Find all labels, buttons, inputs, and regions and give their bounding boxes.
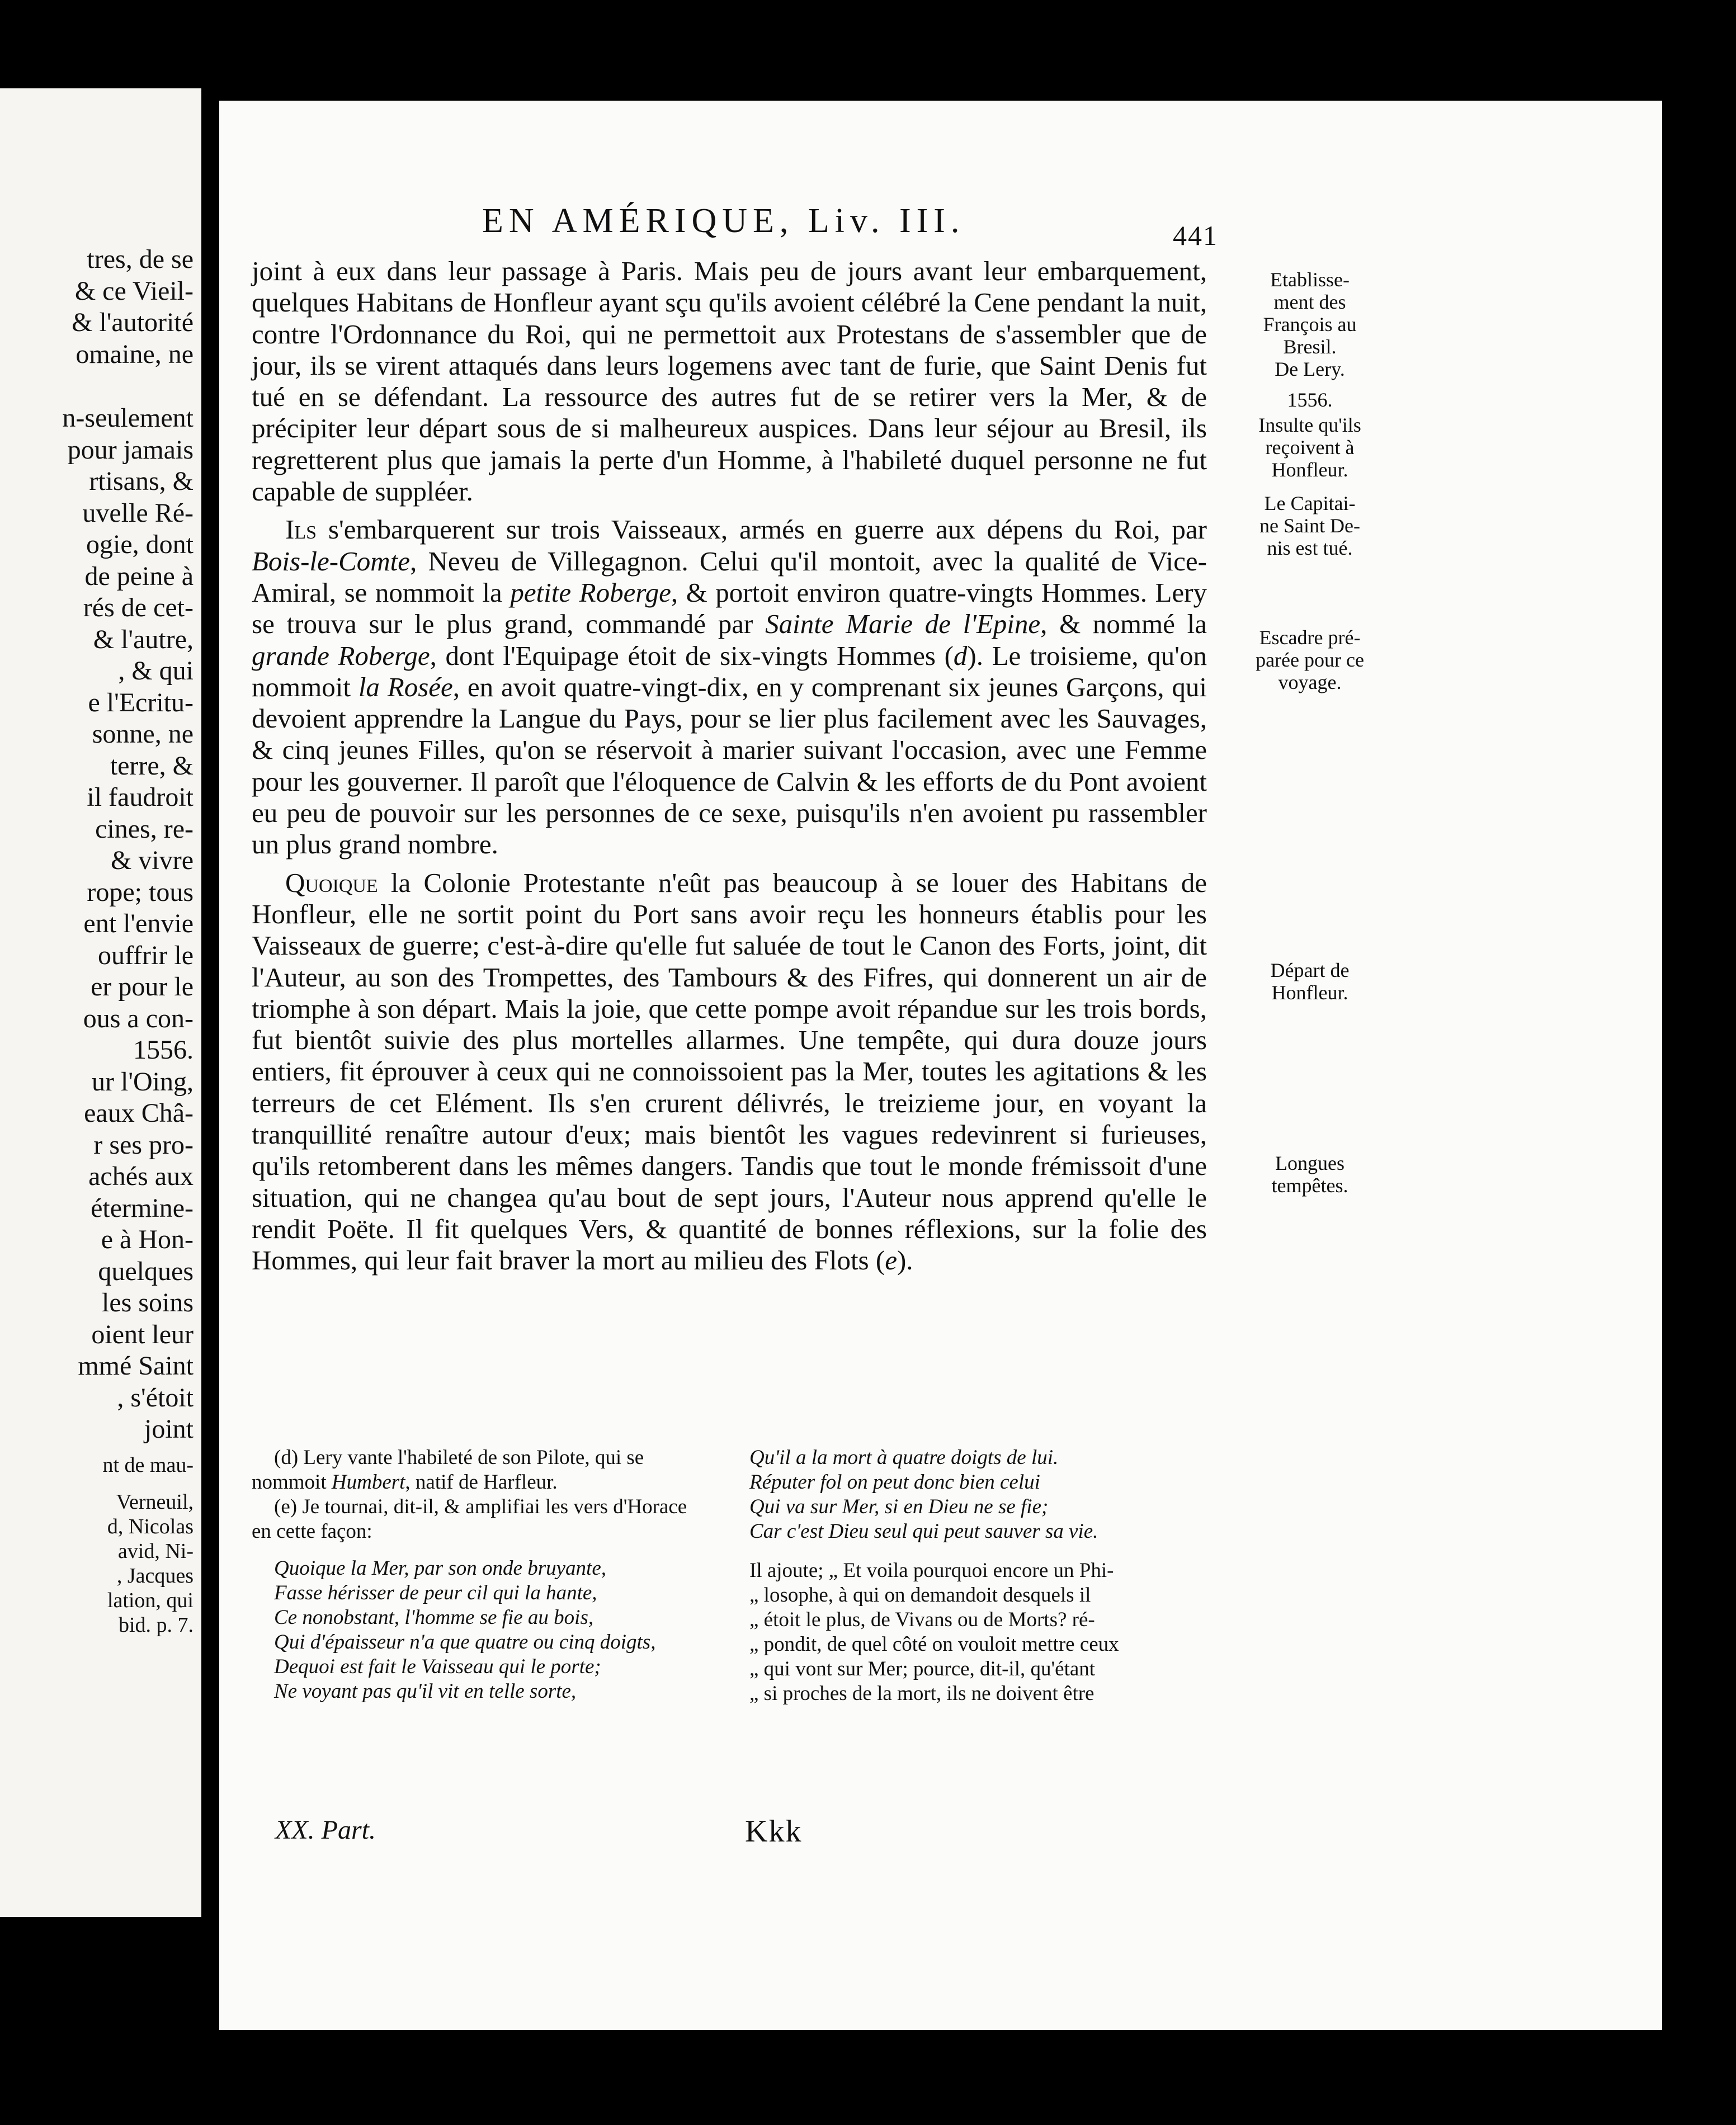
facing-page-line: les soins xyxy=(101,1288,194,1318)
facing-page-line: ouffrir le xyxy=(97,940,194,970)
facing-page-line: rés de cet- xyxy=(83,593,194,622)
verse-line: Ce nonobstant, l'homme se fie au bois, xyxy=(274,1606,594,1629)
margin-note-departure xyxy=(1226,959,1394,1004)
margin-year: 1556. xyxy=(1287,389,1333,411)
addendum-line: „ étoit le plus, de Vivans ou de Morts? ré- xyxy=(749,1608,1095,1631)
addendum-line: „ qui vont sur Mer; pource, dit-il, qu'étant xyxy=(749,1658,1096,1680)
footnote-ref-e: e xyxy=(885,1245,897,1276)
facing-page-text xyxy=(3,244,194,1446)
verse-line: Qu'il a la mort à quatre doigts de lui. xyxy=(749,1446,1059,1469)
margin-note-line: tempêtes. xyxy=(1271,1174,1348,1197)
ship-name: grande Roberge xyxy=(252,640,430,671)
margin-note-line: Honfleur. xyxy=(1271,459,1348,481)
facing-page-line: & l'autre, xyxy=(93,624,194,654)
facing-page-note-line: Verneuil, xyxy=(116,1490,194,1514)
facing-page-line: tres, de se xyxy=(87,244,194,274)
main-text xyxy=(252,256,1207,1277)
footnotes-left-column xyxy=(252,1446,710,1704)
footnote-addendum xyxy=(749,1559,1214,1706)
margin-note-line: ne Saint De- xyxy=(1259,514,1360,537)
verse-line: Réputer fol on peut donc bien celui xyxy=(749,1471,1040,1494)
paragraph-2 xyxy=(252,514,1207,860)
verse-line: Qui d'épaisseur n'a que quatre ou cinq doigts, xyxy=(274,1631,656,1654)
footnotes-right-column xyxy=(749,1446,1214,1706)
facing-page-note-line: d, Nicolas xyxy=(107,1515,194,1538)
facing-page-line: & ce Vieil- xyxy=(74,276,194,306)
addendum-line: „ si proches de la mort, ils ne doivent être xyxy=(749,1682,1095,1705)
facing-page-line: ur l'Oing, xyxy=(92,1066,194,1097)
verse-line: Quoique la Mer, par son onde bruyante, xyxy=(274,1557,606,1580)
footnote-e: (e) Je tournai, dit-il, & amplifiai les vers d'Horace en cette façon: xyxy=(252,1495,687,1543)
facing-page-line: er pour le xyxy=(91,972,194,1002)
verse-line: Qui va sur Mer, si en Dieu ne se fie; xyxy=(749,1495,1049,1518)
addendum-line: „ losophe, à qui on demandoit desquels il xyxy=(749,1584,1091,1607)
text-run: ). xyxy=(897,1245,913,1276)
facing-page-line: , & qui xyxy=(118,656,194,686)
facing-page xyxy=(0,88,201,1917)
facing-page-line: cines, re- xyxy=(95,814,194,844)
facing-page-note-line: nt de mau- xyxy=(102,1453,194,1477)
paragraph-lead: Quoique xyxy=(285,867,378,898)
text-run: , en avoit quatre-vingt-dix, en y comprenant six jeunes Garçons, qui devoient apprendre la Langue du Pays, pour se lier plus facilement avec les Sauvages, & cinq jeunes Filles, qu'on se réservoit à marier suivant l'occasion, avec une Femme pour les gouverner. Il paroît que l'éloquence de Calvin & les efforts de du Pont avoient eu peu de pouvoir sur les personnes de ce sexe, puisqu'ils n'en avoient pu rassembler un plus grand nombre. xyxy=(252,671,1207,860)
paragraph-3 xyxy=(252,867,1207,1277)
facing-page-line: 1556. xyxy=(133,1035,194,1065)
margin-note-line: Honfleur. xyxy=(1271,981,1348,1004)
footnote-d xyxy=(252,1446,710,1495)
ship-name: la Rosée xyxy=(358,671,453,702)
verse-line: Car c'est Dieu seul qui peut sauver sa vie. xyxy=(749,1520,1098,1543)
facing-page-line: oient leur xyxy=(91,1319,194,1349)
text-run: , & portoit environ quatre-vingts Hommes. Lery se trouva sur le plus grand, commandé par xyxy=(252,577,1207,640)
verse-line: Ne voyant pas qu'il vit en telle sorte, xyxy=(274,1680,577,1703)
facing-page-line: mmé Saint xyxy=(78,1351,194,1381)
running-header: EN AMÉRIQUE, Liv. III. xyxy=(482,202,965,240)
facing-page-line: achés aux xyxy=(88,1161,194,1191)
text-run: (d) Lery vante l'habileté de son Pilote, qui se nommoit xyxy=(252,1446,644,1494)
facing-page-line: omaine, ne xyxy=(76,339,194,369)
person-name: Bois-le-Comte xyxy=(252,545,411,577)
facing-page-line: quelques xyxy=(98,1256,194,1286)
ship-name: petite Roberge xyxy=(510,577,671,608)
person-name: Sainte Marie de l'Epine xyxy=(765,608,1041,640)
margin-head-line: De Lery. xyxy=(1275,358,1345,380)
margin-head-line: Bresil. xyxy=(1283,336,1337,358)
text-run: , Neveu de Villegagnon. Celui qu'il montoit, avec la qualité de Vice-Amiral, se nommoit la xyxy=(252,545,1207,608)
person-name: Humbert xyxy=(331,1471,405,1494)
margin-head-line: François au xyxy=(1263,313,1357,336)
page-number: 441 xyxy=(1173,220,1218,251)
margin-note-line: Longues xyxy=(1275,1152,1345,1174)
facing-page-note-line: bid. p. 7. xyxy=(118,1613,194,1637)
margin-head-line: ment des xyxy=(1273,291,1346,313)
facing-page-line: & l'autorité xyxy=(72,308,194,337)
margin-note-line: Insulte qu'ils xyxy=(1258,414,1361,436)
page xyxy=(219,101,1662,2030)
margin-note-line: reçoivent à xyxy=(1265,436,1355,459)
facing-page-line: de peine à xyxy=(84,561,194,591)
paragraph-lead: Ils xyxy=(285,514,317,545)
text-run: , & nommé la xyxy=(1040,608,1207,640)
addendum-line: Il ajoute; „ Et voila pourquoi encore un Phi- xyxy=(749,1559,1114,1582)
facing-page-line: ogie, dont xyxy=(86,530,194,559)
facing-page-line: étermine- xyxy=(91,1193,194,1223)
facing-page-note-line: lation, qui xyxy=(107,1589,194,1612)
facing-page-line: , s'étoit xyxy=(117,1382,194,1413)
margin-note-line: nis est tué. xyxy=(1267,537,1353,559)
text-run: , dont l'Equipage étoit de six-vingts Hommes ( xyxy=(430,640,954,671)
margin-head-line: Etablisse- xyxy=(1270,268,1350,291)
line-gap xyxy=(3,1477,194,1490)
facing-page-line: uvelle Ré- xyxy=(82,498,194,528)
margin-note-line: parée pour ce xyxy=(1256,649,1364,671)
facing-page-line: ent l'envie xyxy=(83,909,194,938)
facing-page-line: ous a con- xyxy=(83,1003,194,1033)
facing-page-line: pour jamais xyxy=(67,435,194,465)
text-run: , natif de Harfleur. xyxy=(405,1471,558,1494)
margin-note-line: Le Capitai- xyxy=(1264,492,1356,514)
facing-page-note-line: avid, Ni- xyxy=(117,1540,194,1563)
facing-page-line: joint xyxy=(144,1414,194,1444)
text-run: s'embarquerent sur trois Vaisseaux, armés en guerre aux dépens du Roi, par xyxy=(317,514,1207,545)
facing-page-line: e à Hon- xyxy=(101,1225,194,1254)
facing-page-line: eaux Châ- xyxy=(84,1098,194,1128)
margin-note-line: voyage. xyxy=(1278,671,1342,693)
facing-page-line: terre, & xyxy=(110,750,194,781)
verse-left xyxy=(252,1556,710,1704)
facing-page-line: n-seulement xyxy=(62,403,194,433)
line-gap xyxy=(3,370,194,403)
text-run: la Colonie Protestante n'eût pas beaucoup à se louer des Habitans de Honfleur, elle ne sortit point du Port sans avoir reçu les honneurs établis pour les Vaisseaux de guerre; c'est-à-dire qu'elle fut saluée de tout le Canon des Forts, joint, dit l'Auteur, au son des Trompettes, des Tambours & des Fifres, qui donnerent un air de triomphe à son départ. Mais la joie, que cette pompe avoit répandue sur les trois bords, fut bientôt suivie des plus mortelles allarmes. Une tempête, qui dura douze jours entiers, fit éprouver à ceux qui ne connoissoient pas la Mer, toutes les agitations & les terreurs de cet Elément. Ils s'en crurent délivrés, le treizieme jour, en voyant la tranquillité renaître autour d'eux; mais bientôt les vagues redevinrent si furieuses, qu'ils retomberent dans les mêmes dangers. Tandis que tout le monde frémissoit d'une situation, qui ne changea qu'au bout de sept jours, l'Auteur nous apprend qu'elle le rendit Poëte. Il fit quelques Vers, & quantité de bonnes réflexions, sur la folie des Hommes, qui leur fait braver la mort au milieu des Flots ( xyxy=(252,867,1207,1276)
facing-page-note-line: , Jacques xyxy=(116,1564,194,1588)
addendum-line: „ pondit, de quel côté on vouloit mettre ceux xyxy=(749,1633,1119,1656)
facing-page-line: e l'Ecritu- xyxy=(88,687,194,717)
margin-note-line: Départ de xyxy=(1270,959,1350,981)
verse-line: Fasse hérisser de peur cil qui la hante, xyxy=(274,1581,597,1604)
margin-note-line: Escadre pré- xyxy=(1259,626,1361,649)
footnote-ref-d: d xyxy=(953,640,968,671)
facing-page-line: rtisans, & xyxy=(89,466,194,496)
verse-right xyxy=(749,1446,1214,1544)
text-run: ). Le troisieme, qu'on nommoit xyxy=(252,640,1207,702)
margin-note-storms xyxy=(1226,1152,1394,1197)
margin-note-squadron xyxy=(1226,626,1394,693)
facing-page-line: sonne, ne xyxy=(92,719,194,749)
verse-line: Dequoi est fait le Vaisseau qui le porte; xyxy=(274,1655,601,1678)
margin-note-insult xyxy=(1226,414,1394,481)
paragraph-1: joint à eux dans leur passage à Paris. Mais peu de jours avant leur embarquement, quelques Habitans de Honfleur ayant sçu qu'ils avoient célébré la Cene pendant la nuit, contre l'Ordonnance du Roi, qui ne permettoit aux Protestans de s'assembler que de jour, ils se virent attaqués dans leurs logemens avec tant de furie, que Saint Denis fut tué en se défendant. La ressource des autres fut de se retirer vers la Mer, & de précipiter leur départ sous de si malheureux auspices. Dans leur séjour au Bresil, ils regretterent plus que jamais la perte d'un Homme, à l'habileté duquel personne ne fut capable de suppléer. xyxy=(252,256,1207,507)
facing-page-line: r ses pro- xyxy=(93,1130,194,1160)
margin-note-captain xyxy=(1226,492,1394,559)
margin-section-head xyxy=(1226,268,1394,380)
facing-page-line: & vivre xyxy=(111,846,194,875)
facing-page-line: rope; tous xyxy=(87,877,194,907)
facing-page-notes xyxy=(3,1453,194,1637)
facing-page-line: il faudroit xyxy=(87,782,194,812)
signature-mark: Kkk xyxy=(745,1814,803,1849)
signature-part: XX. Part. xyxy=(275,1815,376,1845)
